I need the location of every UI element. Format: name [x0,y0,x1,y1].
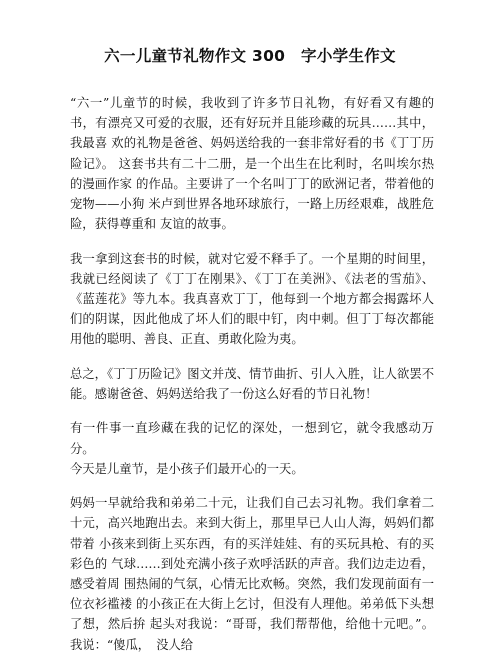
document-title: 六一儿童节礼物作文 300 字小学生作文 [104,47,396,65]
paragraph-intro: “六一”儿童节的时候，我收到了许多节日礼物，有好看又有趣的书，有漂亮又可爱的衣服，还有好玩并且能珍藏的玩具……其中，我最喜 欢的礼物是爸爸、妈妈送给我的一套非常好看的书《丁丁历险记》。 这套书共有二十二册，是一个出生在比利时，名叫埃尔热的漫画作家 的作品。主要讲了一个名叫丁丁的欧洲记者，带着他的宠物——小狗 米卢到世界各地环球旅行，一路上历经艰难，战胜危险，获得尊重和 友谊的故事。 [70,96,434,232]
paragraph-memory: 有一件事一直珍藏在我的记忆的深处，一想到它，就令我感动万分。 [70,421,434,456]
paragraph-childrens-day: 今天是儿童节，是小孩子们最开心的一天。 [70,461,304,476]
paragraph-summary: 总之，《丁丁历险记》图文并茂、情节曲折、引人入胜，让人欲罢不能。感谢爸爸、妈妈送给我了一份这么好看的节日礼物！ [70,366,434,402]
paragraph-reading: 我一拿到这套书的时候，就对它爱不释手了。一个星期的时间里，我就已经阅读了《丁丁在刚果》、《丁丁在美洲》、《法老的雪茄》、《蓝莲花》等九本。我真喜欢丁丁，他每到一个地方都会揭露坏人们的阴谋，因此他成了坏人们的眼中钉，肉中刺。但丁丁每次都能用他的聪明、善良、正直、勇敢化险为夷。 [70,251,434,347]
document-body [70,93,434,669]
paragraph-story: 妈妈一早就给我和弟弟二十元，让我们自己去习礼物。我们拿着二十元，高兴地跑出去。来到大街上，那里早已人山人海，妈妈们都带着 小孩来到街上买东西，有的买洋娃娃、有的买玩具枪、有的买彩色的 气球……到处充满小孩子欢呼活跃的声音。我们边走边看，感受着周 围热闹的气氛，心情无比欢畅。突然，我们发现前面有一位衣衫褴褛 的小孩正在大街上乞讨，但没有人理他。弟弟低下头想了想，然后拚 起头对我说：“哥哥，我们帮帮他，给他十元吧。”。我说：“傻瓜， 没人给 [70,496,434,652]
